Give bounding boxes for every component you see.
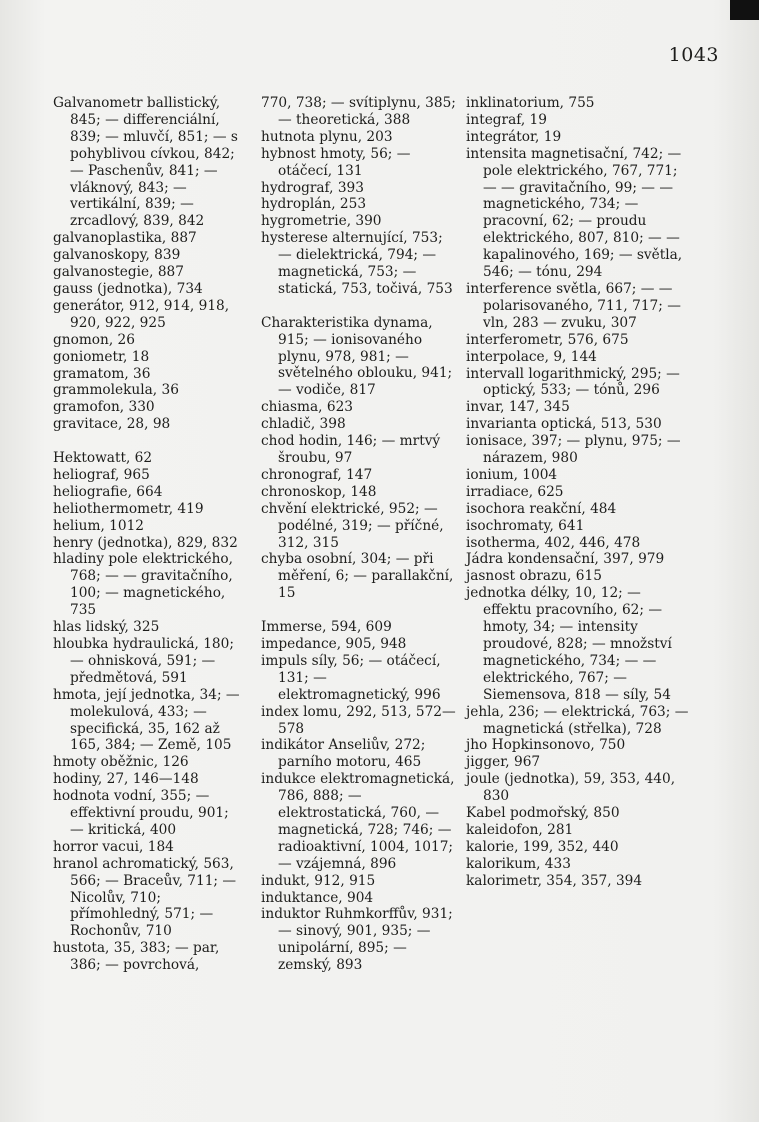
index-entry: hodiny, 27, 146—148 xyxy=(53,771,199,788)
index-entry: indukce elektromagnetická, 786, 888; — elektrostatická, 760, — magnetická, 728; 746; — radioaktivní, 1004, 1017; — vzájemná, 896 xyxy=(261,771,455,872)
index-entry: hutnota plynu, 203 xyxy=(261,128,393,145)
section-gap xyxy=(261,602,458,619)
index-entry: galvanoplastika, 887 xyxy=(53,230,197,247)
index-entry: intervall logarithmický, 295; — optický, 533; — tónů, 296 xyxy=(466,365,680,399)
index-entry: chladič, 398 xyxy=(261,416,346,433)
index-entry: gravitace, 28, 98 xyxy=(53,416,171,433)
index-entry: impedance, 905, 948 xyxy=(261,635,407,652)
index-entry: Hektowatt, 62 xyxy=(53,450,153,467)
index-entry: induktor Ruhmkorffův, 931; — sinový, 901, 935; — unipolární, 895; — zemský, 893 xyxy=(261,906,453,974)
index-entry: impuls síly, 56; — otáčecí, 131; — elektromagnetický, 996 xyxy=(261,652,441,703)
index-entry: hodnota vodní, 355; — effektivní proudu, 901; — kritická, 400 xyxy=(53,788,229,838)
index-entry: interferometr, 576, 675 xyxy=(466,331,629,348)
index-entry: kalorikum, 433 xyxy=(466,855,571,872)
index-entry: helium, 1012 xyxy=(53,517,145,534)
index-entry: ionisace, 397; — plynu, 975; — nárazem, 980 xyxy=(466,433,681,467)
index-entry: jednotka délky, 10, 12; — effektu pracovního, 62; — hmoty, 34; — intensity proudové, 828; — množství magnetického, 734; — — elektrického, 767; — Siemensova, 818 — síly, 54 xyxy=(466,585,672,703)
index-entry: chod hodin, 146; — mrtvý šroubu, 97 xyxy=(261,433,441,467)
index-entry: gnomon, 26 xyxy=(53,331,135,348)
scan-edge xyxy=(730,0,759,20)
index-entry: hybnost hmoty, 56; — otáčecí, 131 xyxy=(261,145,411,179)
index-entry: heliografie, 664 xyxy=(53,483,163,500)
index-entry: hlas lidský, 325 xyxy=(53,619,160,636)
index-entry: 770, 738; — svítiplynu, 385; — theoretická, 388 xyxy=(261,95,456,128)
index-entry: hydrograf, 393 xyxy=(261,179,364,196)
index-entry: integrátor, 19 xyxy=(466,128,562,145)
index-entry: Jádra kondensační, 397, 979 xyxy=(466,551,665,568)
index-entry: hranol achromatický, 563, 566; — Braceův, 711; — Nicolův, 710; přímohledný, 571; — Rochonův, 710 xyxy=(53,855,237,940)
index-entry: heliograf, 965 xyxy=(53,466,150,483)
index-entry: horror vacui, 184 xyxy=(53,838,174,855)
index-entry: gramatom, 36 xyxy=(53,365,151,382)
index-entry: induktance, 904 xyxy=(261,889,374,906)
index-entry: gramofon, 330 xyxy=(53,399,155,416)
index-entry: indikátor Anseliův, 272; parního motoru, 465 xyxy=(261,737,426,771)
index-entry: hysterese alternující, 753; — dielektrická, 794; — magnetická, 753; — statická, 753, točivá, 753 xyxy=(261,230,453,297)
index-entry: intensita magnetisační, 742; — pole elektrického, 767, 771; — — gravitačního, 99; — — magnetického, 734; — pracovní, 62; — proudu elektrického, 807, 810; — — kapalinového, 169; — světla, 546; — tónu, 294 xyxy=(466,145,683,281)
index-entry: galvanostegie, 887 xyxy=(53,264,184,281)
index-entry: hmota, její jednotka, 34; — molekulová, 433; — specifická, 35, 162 až 165, 384; — Země, 105 xyxy=(53,686,240,754)
index-entry: ionium, 1004 xyxy=(466,466,558,483)
index-entry: Charakteristika dynama, 915; — ionisovaného plynu, 978, 981; — světelného oblouku, 941; — vodiče, 817 xyxy=(261,314,453,399)
index-entry: invarianta optická, 513, 530 xyxy=(466,416,662,433)
index-entry: Kabel podmořský, 850 xyxy=(466,805,620,822)
index-entry: indukt, 912, 915 xyxy=(261,872,376,889)
index-entry: chiasma, 623 xyxy=(261,399,354,416)
index-entry: chyba osobní, 304; — při měření, 6; — parallakční, 15 xyxy=(261,551,454,602)
index-entry: index lomu, 292, 513, 572—578 xyxy=(261,703,456,737)
index-entry: jehla, 236; — elektrická, 763; — magnetická (střelka), 728 xyxy=(466,703,689,737)
index-entry: interpolace, 9, 144 xyxy=(466,348,597,365)
index-entry: chvění elektrické, 952; — podélné, 319; — příčné, 312, 315 xyxy=(261,500,444,551)
index-entry: kalorie, 199, 352, 440 xyxy=(466,838,619,855)
index-entry: galvanoskopy, 839 xyxy=(53,247,181,264)
index-entry: hygrometrie, 390 xyxy=(261,213,382,230)
index-entry: hladiny pole elektrického, 768; — — gravitačního, 100; — magnetického, 735 xyxy=(53,551,233,619)
index-entry: Galvanometr ballistický, 845; — differenciální, 839; — mluvčí, 851; — s pohyblivou cívkou, 842; — Paschenův, 841; — vláknový, 843; — vertikální, 839; — zrcadlový, 839, 842 xyxy=(53,95,238,230)
index-entry: gauss (jednotka), 734 xyxy=(53,280,203,297)
index-entry: hmoty oběžnic, 126 xyxy=(53,754,189,771)
index-entry: isochora reakční, 484 xyxy=(466,500,617,517)
index-entry: irradiace, 625 xyxy=(466,483,564,500)
index-entry: generátor, 912, 914, 918, 920, 922, 925 xyxy=(53,297,230,331)
index-entry: grammolekula, 36 xyxy=(53,382,179,399)
index-column-3 xyxy=(466,95,689,890)
index-entry: hydroplán, 253 xyxy=(261,196,367,213)
index-entry: isotherma, 402, 446, 478 xyxy=(466,534,641,551)
index-entry: jasnost obrazu, 615 xyxy=(466,568,602,585)
index-entry: hloubka hydraulická, 180; — ohnisková, 591; — předmětová, 591 xyxy=(53,635,234,686)
index-entry: chronograf, 147 xyxy=(261,466,373,483)
index-entry: jigger, 967 xyxy=(466,754,541,771)
section-gap xyxy=(53,433,243,450)
index-entry: chronoskop, 148 xyxy=(261,483,377,500)
index-entry: kaleidofon, 281 xyxy=(466,821,574,838)
index-entry: heliothermometr, 419 xyxy=(53,500,204,517)
index-entry: interference světla, 667; — — polarisovaného, 711, 717; — vln, 283 — zvuku, 307 xyxy=(466,280,681,331)
index-entry: inklinatorium, 755 xyxy=(466,95,595,111)
index-column-2 xyxy=(261,95,458,974)
page-number: 1043 xyxy=(668,44,719,66)
index-entry: goniometr, 18 xyxy=(53,348,150,365)
index-entry: invar, 147, 345 xyxy=(466,399,570,416)
index-entry: isochromaty, 641 xyxy=(466,517,585,534)
index-entry: hustota, 35, 383; — par, 386; — povrchová, xyxy=(53,940,220,974)
index-entry: jho Hopkinsonovo, 750 xyxy=(466,737,626,754)
index-entry: kalorimetr, 354, 357, 394 xyxy=(466,872,643,889)
index-column-1 xyxy=(53,95,243,974)
index-entry: joule (jednotka), 59, 353, 440, 830 xyxy=(466,771,676,805)
index-entry: integraf, 19 xyxy=(466,111,547,128)
section-gap xyxy=(261,298,458,315)
index-entry: Immerse, 594, 609 xyxy=(261,619,392,636)
index-entry: henry (jednotka), 829, 832 xyxy=(53,534,238,551)
